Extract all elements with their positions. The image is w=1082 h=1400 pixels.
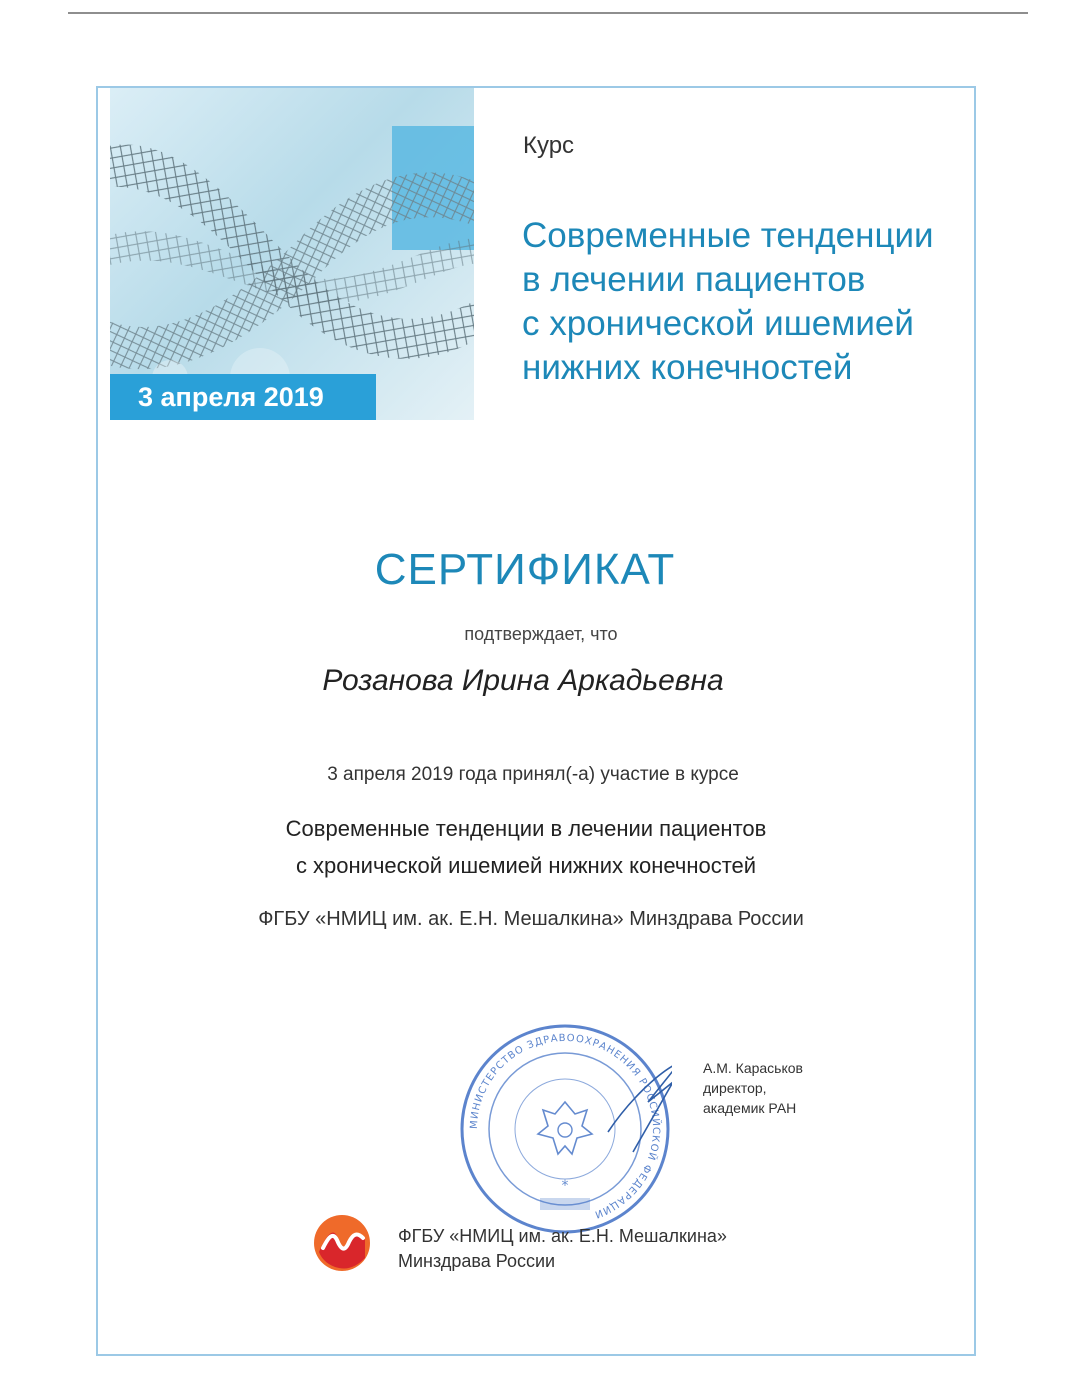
signer-position: директор, — [703, 1080, 767, 1096]
organization-line: ФГБУ «НМИЦ им. ак. Е.Н. Мешалкина» Минздрава России — [258, 908, 804, 930]
footer-org-line: ФГБУ «НМИЦ им. ак. Е.Н. Мешалкина» — [398, 1226, 727, 1246]
course-title-line: нижних конечностей — [522, 348, 853, 387]
course-name-line: с хронической ишемией нижних конечностей — [295, 853, 757, 878]
signer-title: академик РАН — [703, 1100, 797, 1116]
course-title — [522, 214, 972, 390]
course-title-line: Современные тенденции — [522, 216, 934, 255]
nmic-logo-icon — [313, 1214, 371, 1272]
course-title-line: с хронической ишемией — [522, 304, 914, 343]
eagle-emblem-icon — [538, 1102, 592, 1210]
course-name-body — [0, 810, 1052, 884]
official-stamp — [458, 1022, 672, 1236]
course-name-line: Современные тенденции в лечении пациентов — [285, 816, 767, 841]
svg-text:*: * — [561, 1178, 569, 1194]
course-title-line: в лечении пациентов — [522, 260, 866, 299]
certificate-title: СЕРТИФИКАТ — [374, 545, 676, 594]
svg-text:МИНИСТЕРСТВО ЗДРАВООХРАНЕНИЯ Р: МИНИСТЕРСТВО ЗДРАВООХРАНЕНИЯ РОССИЙСКОЙ ФЕДЕРАЦИИ — [468, 1032, 662, 1220]
participant-name: Розанова Ирина Аркадьевна — [322, 664, 724, 697]
footer-org-line: Минздрава России — [398, 1251, 556, 1271]
course-label: Курс — [523, 132, 575, 159]
date-badge: 3 апреля 2019 — [110, 374, 376, 420]
confirms-text: подтверждает, что — [464, 624, 618, 644]
signer-name: А.М. Караськов — [703, 1060, 803, 1076]
footer-organization — [398, 1224, 727, 1274]
hero-image — [110, 88, 474, 420]
stent-illustration — [110, 88, 474, 420]
signer-block — [703, 1058, 803, 1118]
participation-text: 3 апреля 2019 года принял(-а) участие в курсе — [327, 764, 739, 785]
top-rule — [68, 12, 1028, 14]
